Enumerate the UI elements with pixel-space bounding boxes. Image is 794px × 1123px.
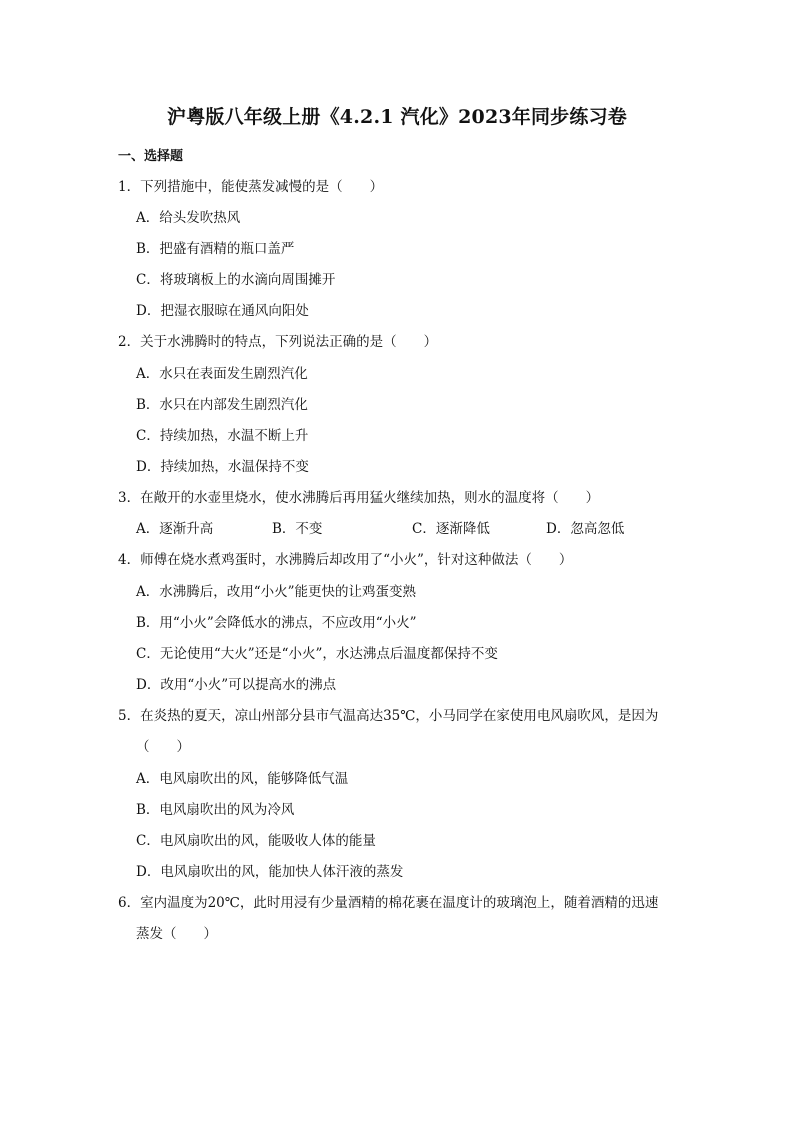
question-5-stem-continued: （ ） — [136, 739, 190, 755]
section-heading: 一、选择题 — [118, 149, 184, 164]
question-5-option-b: B．电风扇吹出的风为冷风 — [136, 802, 295, 818]
page-title: 沪粤版八年级上册《4.2.1 汽化》2023年同步练习卷 — [167, 106, 627, 128]
question-2-stem: 2．关于水沸腾时的特点，下列说法正确的是（ ） — [118, 334, 438, 350]
question-2-option-c: C．持续加热，水温不断上升 — [136, 428, 309, 444]
question-5-option-d: D．电风扇吹出的风，能加快人体汗液的蒸发 — [136, 864, 404, 880]
question-1-option-d: D．把湿衣服晾在通风向阳处 — [136, 303, 309, 319]
question-3-option-d: D．忽高忽低 — [546, 521, 625, 537]
question-5-stem: 5．在炎热的夏天，凉山州部分县市气温高达35℃，小马同学在家使用电风扇吹风，是因为 — [118, 708, 659, 724]
question-2-option-b: B．水只在内部发生剧烈汽化 — [136, 397, 308, 413]
question-3-option-c: C．逐渐降低 — [412, 521, 490, 537]
question-5-option-c: C．电风扇吹出的风，能吸收人体的能量 — [136, 833, 376, 849]
question-5-option-a: A．电风扇吹出的风，能够降低气温 — [136, 771, 349, 787]
question-4-option-c: C．无论使用“大火”还是“小火”，水达沸点后温度都保持不变 — [136, 646, 498, 662]
question-4-option-b: B．用“小火”会降低水的沸点，不应改用“小火” — [136, 615, 417, 631]
question-4-option-d: D．改用“小火”可以提高水的沸点 — [136, 677, 337, 693]
question-1-stem: 1．下列措施中，能使蒸发减慢的是（ ） — [118, 179, 384, 195]
question-4-stem: 4．师傅在烧水煮鸡蛋时，水沸腾后却改用了“小火”，针对这种做法（ ） — [118, 552, 573, 568]
question-2-option-a: A．水只在表面发生剧烈汽化 — [136, 366, 308, 382]
question-3-option-b: B．不变 — [272, 521, 323, 537]
question-3-stem: 3．在敞开的水壶里烧水，使水沸腾后再用猛火继续加热，则水的温度将（ ） — [118, 490, 600, 506]
question-1-option-b: B．把盛有酒精的瓶口盖严 — [136, 241, 295, 257]
question-1-option-c: C．将玻璃板上的水滴向周围摊开 — [136, 272, 336, 288]
question-1-option-a: A．给头发吹热风 — [136, 210, 241, 226]
question-6-stem-continued: 蒸发（ ） — [136, 926, 217, 942]
question-6-stem: 6．室内温度为20℃，此时用浸有少量酒精的棉花裹在温度计的玻璃泡上，随着酒精的迅速 — [118, 895, 659, 911]
question-3-option-a: A．逐渐升高 — [136, 521, 214, 537]
question-2-option-d: D．持续加热，水温保持不变 — [136, 459, 309, 475]
question-4-option-a: A．水沸腾后，改用“小火”能更快的让鸡蛋变熟 — [136, 584, 417, 600]
